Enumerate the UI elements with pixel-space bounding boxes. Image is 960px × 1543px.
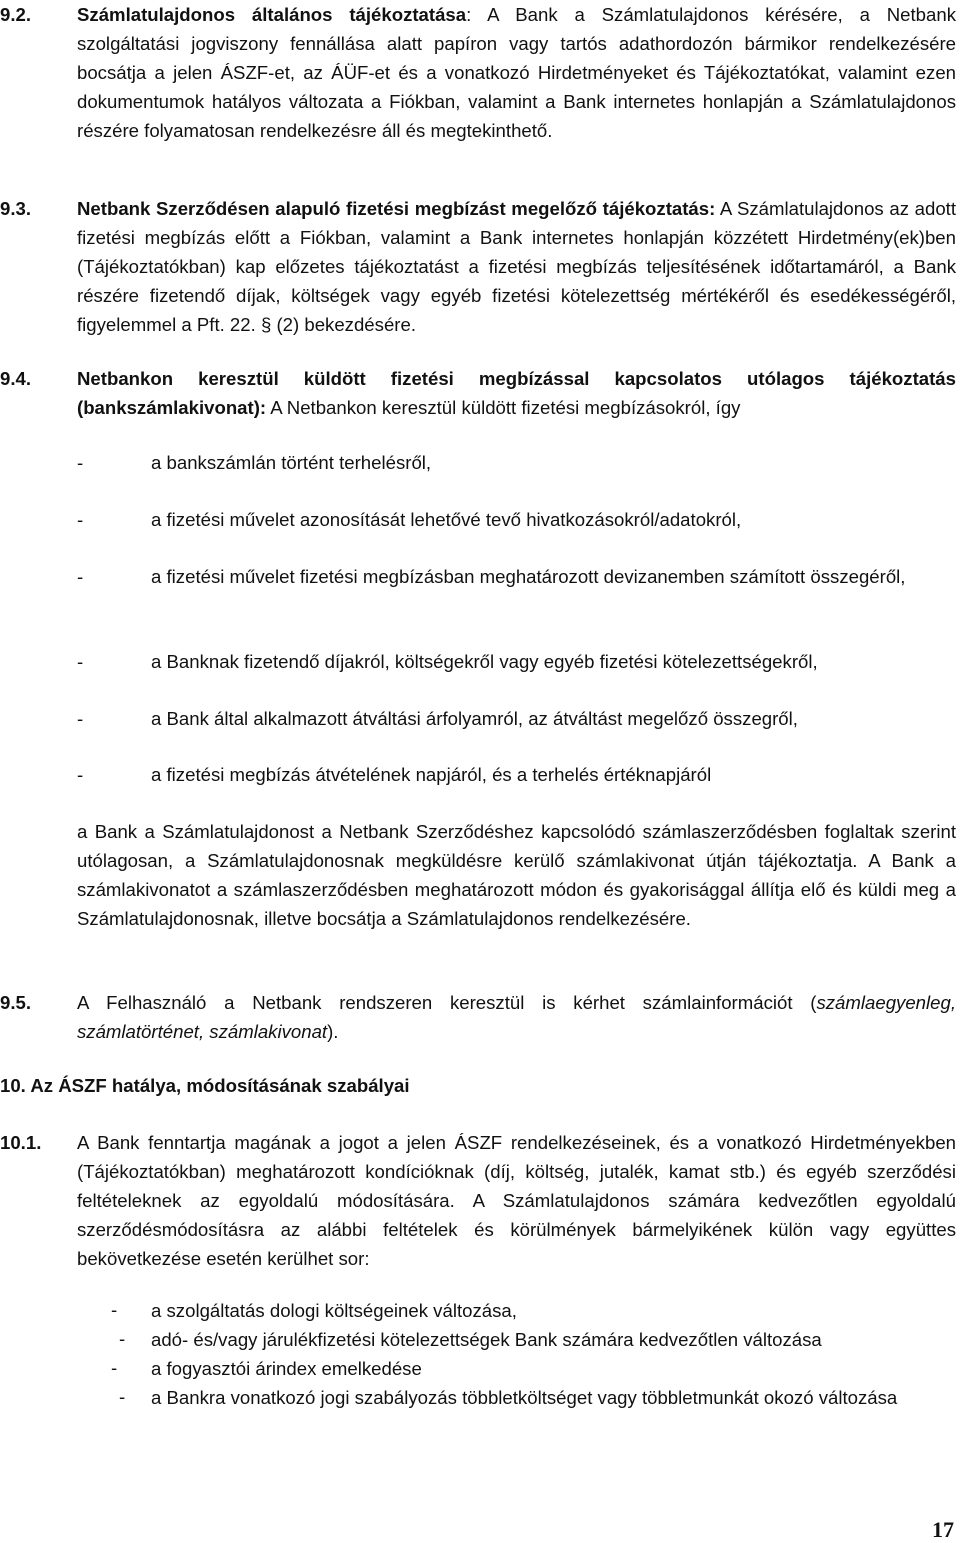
section-italic-text: számlaegyenleg, számlatörténet, számlakivonat [77,992,956,1042]
list-dash: - [119,1328,126,1349]
list-item-text: a Bank által alkalmazott átváltási árfolyamról, az átváltást megelőző összegről, [151,708,798,729]
list-dash: - [111,1357,118,1378]
list-item [0,1354,956,1383]
section-9-4 [0,364,956,422]
section-9-2 [0,0,956,145]
list-item-text: a bankszámlán történt terhelésről, [151,452,432,473]
section-number: 9.4. [0,368,32,389]
list-item-text: a fizetési művelet azonosítását lehetővé tevő hivatkozásokról/adatokról, [151,509,742,530]
list-item-text: adó- és/vagy járulékfizetési kötelezettségek Bank számára kedvezőtlen változása [151,1329,822,1350]
list-item-text: a Banknak fizetendő díjakról, költségekről vagy egyéb fizetési kötelezettségekről, [151,651,818,672]
section-9-3 [0,194,956,339]
list-dash: - [111,1299,118,1320]
list-dash: - [77,764,84,785]
list-item-text: a fizetési művelet fizetési megbízásban meghatározott devizanemben számított összegéről, [151,566,906,587]
section-body: A Bank fenntartja magának a jogot a jelen ÁSZF rendelkezéseinek, és a vonatkozó Hirdetményekben (Tájékoztatókban) meghatározott kondícióknak (díj, költség, jutalék, kamat stb.) és egyéb szerződési feltételeknek az egyoldalú módosítására. A Számlatulajdonos számára kedvezőtlen egyoldalú szerződésmódosításra az alábbi feltételek és körülmények bármelyikének külön vagy együttes bekövetkezése esetén kerülhet sor: [77,1132,956,1269]
section-number: 10.1. [0,1132,42,1153]
section-title: Netbank Szerződésen alapuló fizetési megbízást megelőző tájékoztatás: [77,198,716,219]
list-dash: - [119,1386,126,1407]
list-item [0,448,956,477]
list-item-text: a Bankra vonatkozó jogi szabályozás többletköltséget vagy többletmunkát okozó változása [151,1387,898,1408]
section-10-1 [0,1128,956,1273]
page-number: 17 [932,1517,954,1542]
list-dash: - [77,566,84,587]
section-number: 9.3. [0,198,32,219]
list-item-text: a szolgáltatás dologi költségeinek változása, [151,1300,517,1321]
list-item [0,1296,956,1325]
section-text: A Számlatulajdonos az adott fizetési megbízás előtt a Fiókban, valamint a Bank internetes honlapján közzétett Hirdetmény(ek)ben (Tájékoztatókban) kap előzetes tájékoztatást a fizetési megbízás teljesítésének időtartamáról, a Bank részére fizetendő díjak, költségek vagy egyéb fizetési kötelezettség mértékéről és esedékességéről, figyelemmel a Pft. 22. § (2) bekezdésére. [77,198,956,335]
closing-paragraph: a Bank a Számlatulajdonost a Netbank Szerződéshez kapcsolódó számlaszerződésben foglaltak szerint utólagosan, a Számlatulajdonosnak megküldésre kerülő számlakivonat útján tájékoztatja. A Bank a számlakivonatot a számlaszerződésben meghatározott módon és gyakorisággal állítja elő és küldi meg a Számlatulajdonosnak, illetve bocsátja a Számlatulajdonos rendelkezésére. [77,821,956,929]
section-title: Netbankon keresztül küldött fizetési megbízással kapcsolatos utólagos tájékoztatás (bankszámlakivonat): [77,368,956,418]
section-body [77,988,956,1046]
list-dash: - [77,452,84,473]
section-text: A Netbankon keresztül küldött fizetési megbízásokról, így [266,397,741,418]
section-number: 9.2. [0,4,32,25]
list-dash: - [77,509,84,530]
section-body [77,0,956,145]
chapter-heading: 10. Az ÁSZF hatálya, módosításának szabályai [0,1075,410,1096]
list-item [0,1383,956,1412]
list-item [0,647,956,676]
section-text-end: ). [327,1021,339,1042]
section-text: : A Bank a Számlatulajdonos kérésére, a Netbank szolgáltatási jogviszony fennállása alatt papíron vagy tartós adathordozón bármikor rendelkezésére bocsátja a jelen ÁSZF-et, az ÁÜF-et és a vonatkozó Hirdetményeket és Tájékoztatókat, valamint ezen dokumentumok hatályos változata a Fiókban, valamint a Bank internetes honlapján a Számlatulajdonos részére folyamatosan rendelkezésre áll és megtekinthető. [77,4,956,141]
section-body [77,364,956,422]
section-title: Számlatulajdonos általános tájékoztatása [77,4,467,25]
list-item [0,562,956,591]
list-item [0,505,956,534]
list-item-text: a fizetési megbízás átvételének napjáról, és a terhelés értéknapjáról [151,764,712,785]
list-dash: - [77,708,84,729]
list-item [0,760,956,789]
section-number: 9.5. [0,992,32,1013]
list-dash: - [77,651,84,672]
section-body [77,194,956,339]
list-item [0,1325,956,1354]
section-9-5 [0,988,956,1046]
section-9-4-closing [0,817,956,933]
list-item-text: a fogyasztói árindex emelkedése [151,1358,422,1379]
section-text: A Felhasználó a Netbank rendszeren keresztül is kérhet számlainformációt ( [77,992,817,1013]
list-item [0,704,956,733]
